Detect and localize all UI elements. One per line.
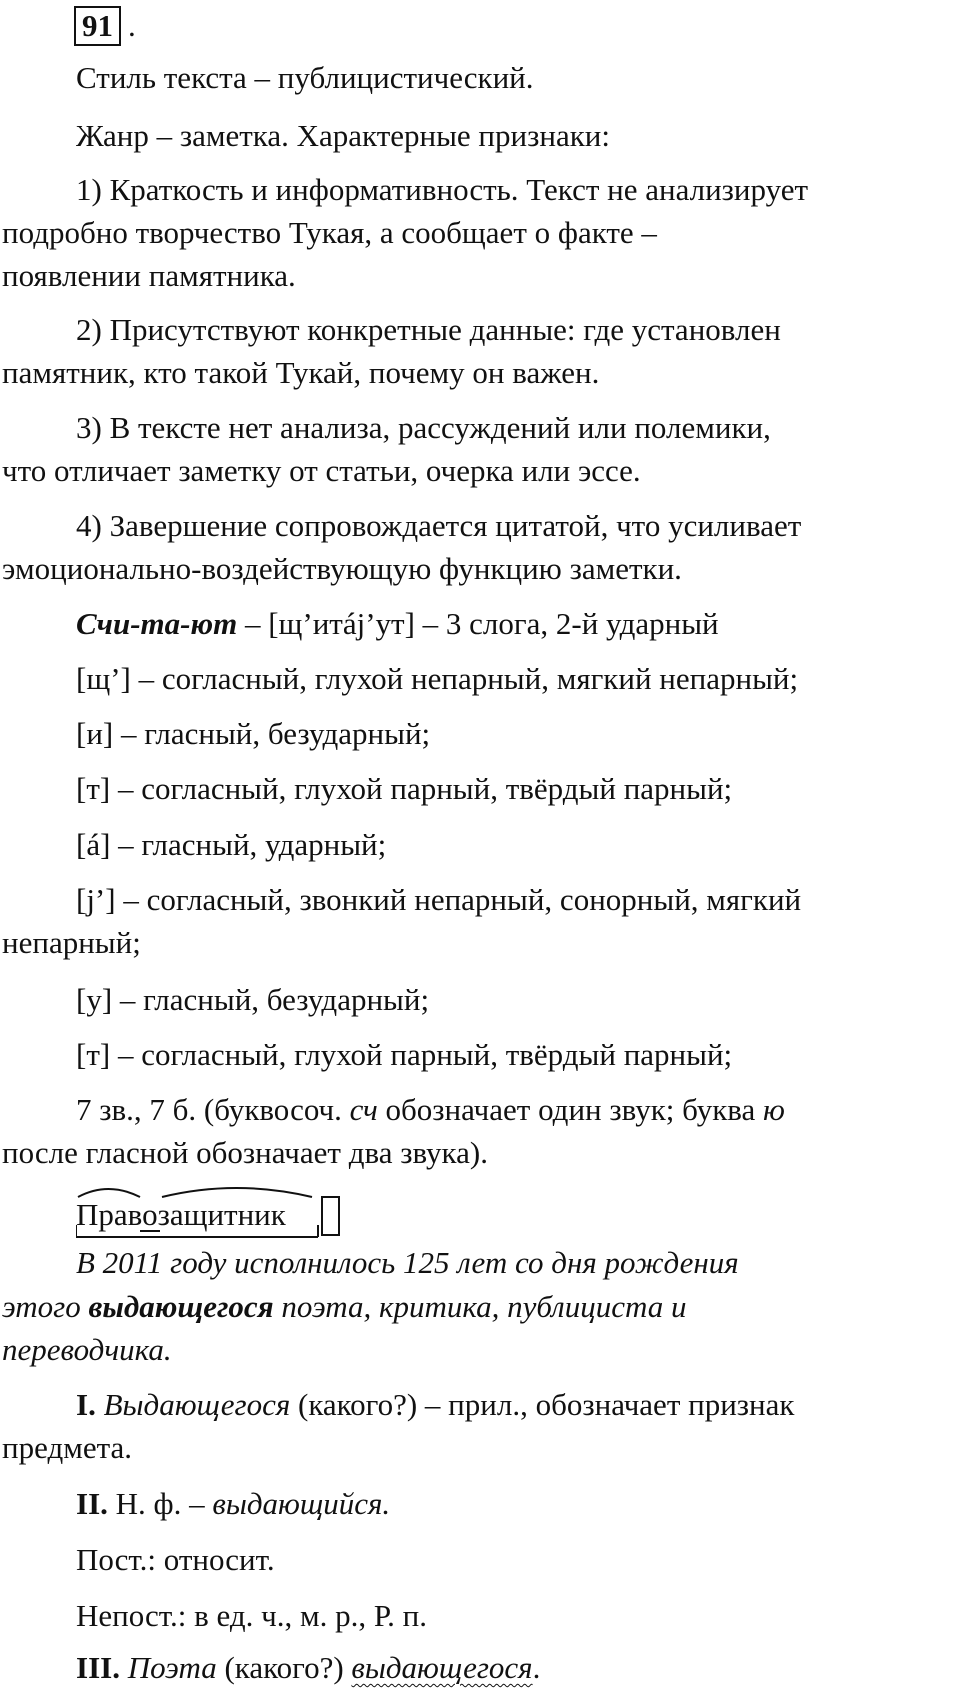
point-1-line-3: появлении памятника.	[2, 258, 296, 293]
morph-step-3	[76, 1648, 540, 1688]
step-text: (какого?) – прил., обозначает признак	[290, 1387, 795, 1422]
sound-3: [т] – согласный, глухой парный, твёрдый парный;	[76, 771, 733, 806]
point-2-line-2: памятник, кто такой Тукай, почему он важен.	[2, 355, 600, 390]
step-text: (какого?)	[216, 1650, 352, 1685]
step-text: Н. ф. –	[107, 1486, 213, 1521]
phonetic-transcription: – [щ’итáj’ут] – 3 слога, 2-й ударный	[237, 606, 719, 641]
task-number: 91	[74, 6, 121, 46]
point-3-line-2: что отличает заметку от статьи, очерка или эссе.	[2, 453, 641, 488]
point-3-line-1: 3) В тексте нет анализа, рассуждений или полемики,	[76, 410, 771, 445]
step-label: I.	[76, 1387, 96, 1422]
morph-constant: Пост.: относит.	[76, 1542, 275, 1577]
root1: Прав	[76, 1197, 143, 1232]
point-2-line-1: 2) Присутствуют конкретные данные: где установлен	[76, 312, 781, 347]
morphemic-word	[76, 1195, 286, 1235]
summary-sch: сч	[349, 1092, 378, 1127]
morph-step-2	[76, 1484, 390, 1524]
morph-variable: Непост.: в ед. ч., м. р., Р. п.	[76, 1598, 428, 1633]
point-4-line-2: эмоционально-воздействующую функцию заметки.	[2, 551, 682, 586]
sound-5: [j’] – согласный, звонкий непарный, сонорный, мягкий	[76, 882, 802, 917]
step-end: .	[532, 1650, 541, 1685]
sentence-part: В 2011 году исполнилось 125 лет со дня рождения	[76, 1245, 739, 1280]
sentence-part: поэта, критика, публициста и	[273, 1289, 687, 1324]
connector-vowel: о	[142, 1197, 158, 1232]
sentence-part: этого	[2, 1289, 89, 1324]
sound-2: [и] – гласный, безударный;	[76, 716, 431, 751]
genre-line: Жанр – заметка. Характерные признаки:	[76, 118, 610, 153]
sound-5-cont: непарный;	[2, 925, 141, 960]
task-number-dot: .	[128, 8, 136, 43]
sentence-part: переводчика.	[2, 1332, 172, 1367]
wavy-underlined-word: выдающегося	[351, 1650, 533, 1685]
sentence-line-1	[76, 1243, 739, 1283]
morph-step-1-line2: предмета.	[2, 1430, 133, 1465]
phonetic-summary-line2: после гласной обозначает два звука).	[2, 1135, 488, 1170]
point-1-line-1: 1) Краткость и информативность. Текст не анализирует	[76, 172, 809, 207]
summary-part-a: 7 зв., 7 б. (буквосоч.	[76, 1092, 350, 1127]
summary-yu: ю	[763, 1092, 785, 1127]
morph-step-1	[76, 1385, 794, 1425]
step-word: Выдающегося	[95, 1387, 291, 1422]
step-label: II.	[76, 1486, 108, 1521]
step-label: III.	[76, 1650, 120, 1685]
zero-ending-box	[322, 1197, 339, 1235]
point-4-line-1: 4) Завершение сопровождается цитатой, что усиливает	[76, 508, 802, 543]
root2: защитник	[157, 1197, 286, 1232]
point-1-line-2: подробно творчество Тукая, а сообщает о факте –	[2, 215, 657, 250]
step-word: выдающийся.	[212, 1486, 391, 1521]
sound-7: [т] – согласный, глухой парный, твёрдый парный;	[76, 1037, 733, 1072]
phonetic-summary	[76, 1090, 785, 1130]
style-line: Стиль текста – публицистический.	[76, 60, 534, 95]
morphemic-analysis	[76, 1183, 376, 1239]
sentence-line-2	[2, 1287, 686, 1327]
phonetic-header	[76, 604, 719, 644]
sound-4: [á] – гласный, ударный;	[76, 827, 387, 862]
sound-6: [у] – гласный, безударный;	[76, 982, 430, 1017]
summary-part-b: обозначает один звук; буква	[377, 1092, 764, 1127]
sentence-line-3	[2, 1330, 172, 1370]
step-word: Поэта	[119, 1650, 217, 1685]
sound-1: [щ’] – согласный, глухой непарный, мягкий непарный;	[76, 661, 799, 696]
sentence-highlight: выдающегося	[88, 1289, 274, 1324]
phonetic-word: Счи-та-ют	[76, 606, 238, 641]
